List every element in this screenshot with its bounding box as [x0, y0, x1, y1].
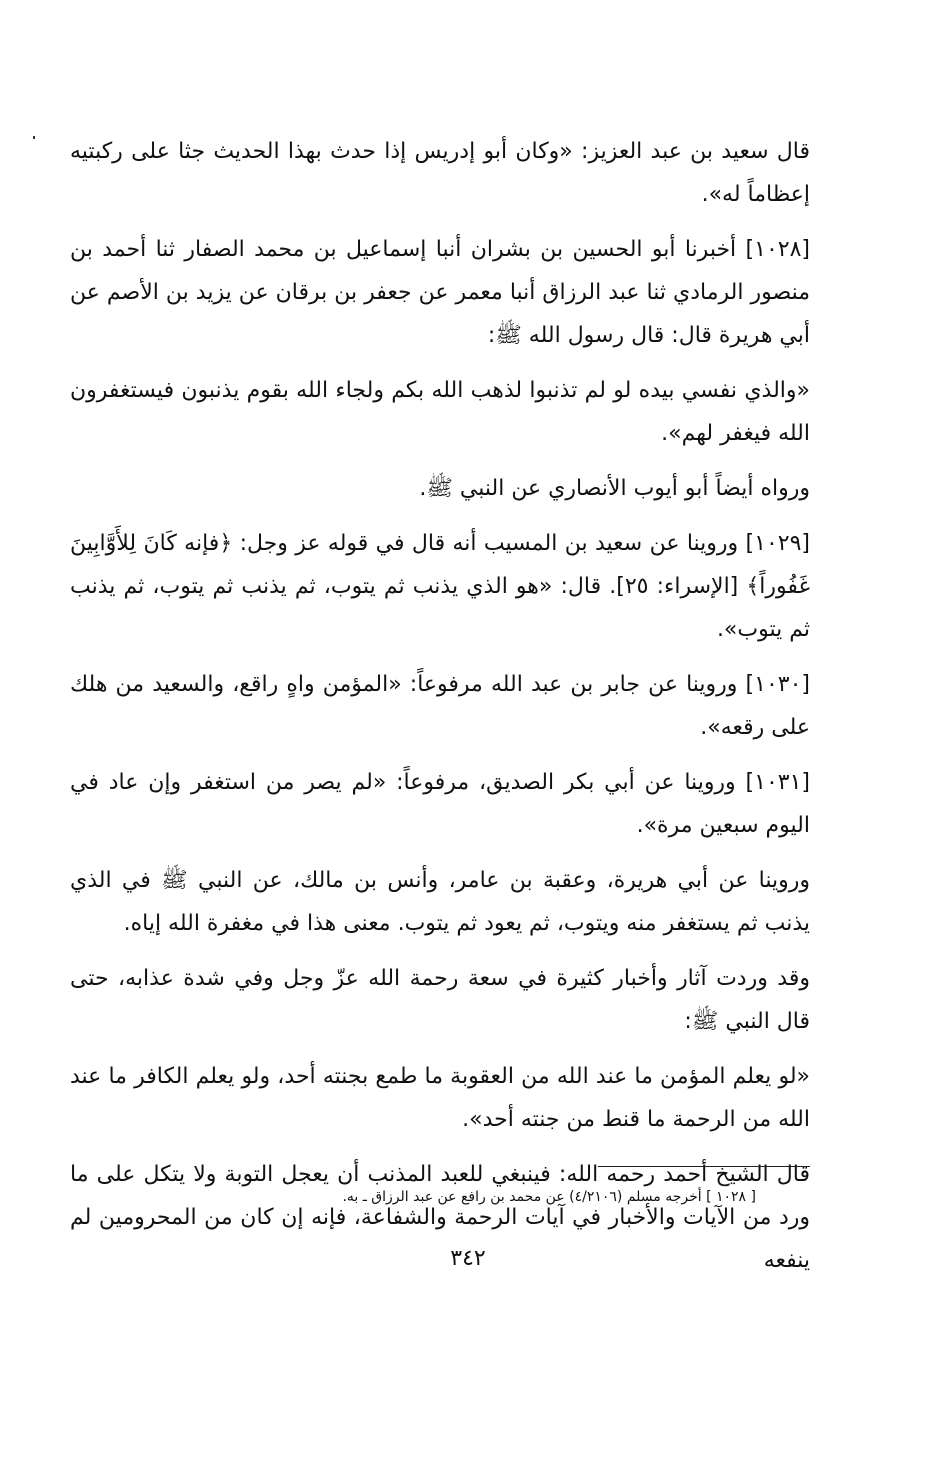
- paragraph-hadith-1028-matn: «والذي نفسي بيده لو لم تذنبوا لذهب الله بكم ولجاء الله بقوم يذنبون فيستغفرون الله فيغفر لهم».: [70, 378, 810, 446]
- footnote: [ ١٠٢٨ ] أخرجه مسلم (٤/٢١٠٦) عن محمد بن رافع عن عبد الرزاق ـ به.: [342, 1189, 756, 1205]
- paragraph-hadith-1031: [١٠٣١] وروينا عن أبي بكر الصديق، مرفوعاً: «لم يصر من استغفر وإن عاد في اليوم سبعين مرة».: [70, 770, 810, 838]
- paragraph-hadith-1030: [١٠٣٠] وروينا عن جابر بن عبد الله مرفوعاً: «المؤمن واهٍ راقع، والسعيد من هلك على رقعه».: [70, 672, 810, 740]
- page-number: ٣٤٢: [450, 1246, 486, 1271]
- paragraph-law-yalam: «لو يعلم المؤمن ما عند الله من العقوبة ما طمع بجنته أحد، ولو يعلم الكافر ما عند الله من الرحمة ما قنط من جنته أحد».: [70, 1064, 810, 1132]
- paragraph-hadith-1029: [١٠٢٩] وروينا عن سعيد بن المسيب أنه قال في قوله عز وجل: ﴿فإنه كَانَ لِلأَوَّابِينَ غَفُوراً﴾ [الإسراء: ٢٥]. قال: «هو الذي يذنب ثم يتوب، ثم يذنب ثم يتوب، ثم يذنب ثم يتوب».: [70, 531, 811, 642]
- footnote-divider: [598, 1166, 810, 1167]
- paragraph-abu-hurayra: وروينا عن أبي هريرة، وعقبة بن عامر، وأنس بن مالك، عن النبي ﷺ في الذي يذنب ثم يستغفر منه ويتوب، ثم يعود ثم يتوب. معنى هذا في مغفرة الله إياه.: [70, 868, 810, 936]
- paragraph-hadith-1028-isnad: [١٠٢٨] أخبرنا أبو الحسين بن بشران أنبا إسماعيل بن محمد الصفار ثنا أحمد بن منصور الرمادي ثنا عبد الرزاق أنبا معمر عن جعفر بن برقان عن يزيد بن الأصم عن أبي هريرة قال: قال رسول الله ﷺ:: [70, 237, 810, 348]
- paragraph-athar: وقد وردت آثار وأخبار كثيرة في سعة رحمة الله عزّ وجل وفي شدة عذابه، حتى قال النبي ﷺ:: [70, 966, 810, 1034]
- paragraph-shaykh-ahmad: قال الشيخ أحمد رحمه الله: فينبغي للعبد المذنب أن يعجل التوبة ولا يتكل على ما ورد من الآيات والأخبار في آيات الرحمة والشفاعة، فإنه إن كان من المحرومين لم ينفعه: [70, 1162, 810, 1273]
- scan-mark: [33, 136, 35, 139]
- paragraph-abu-ayyub: ورواه أيضاً أبو أيوب الأنصاري عن النبي ﷺ.: [419, 476, 810, 501]
- main-text: [70, 130, 810, 1294]
- paragraph-said-saeed: قال سعيد بن عبد العزيز: «وكان أبو إدريس إذا حدث بهذا الحديث جثا على ركبتيه إعظاماً له».: [70, 139, 810, 207]
